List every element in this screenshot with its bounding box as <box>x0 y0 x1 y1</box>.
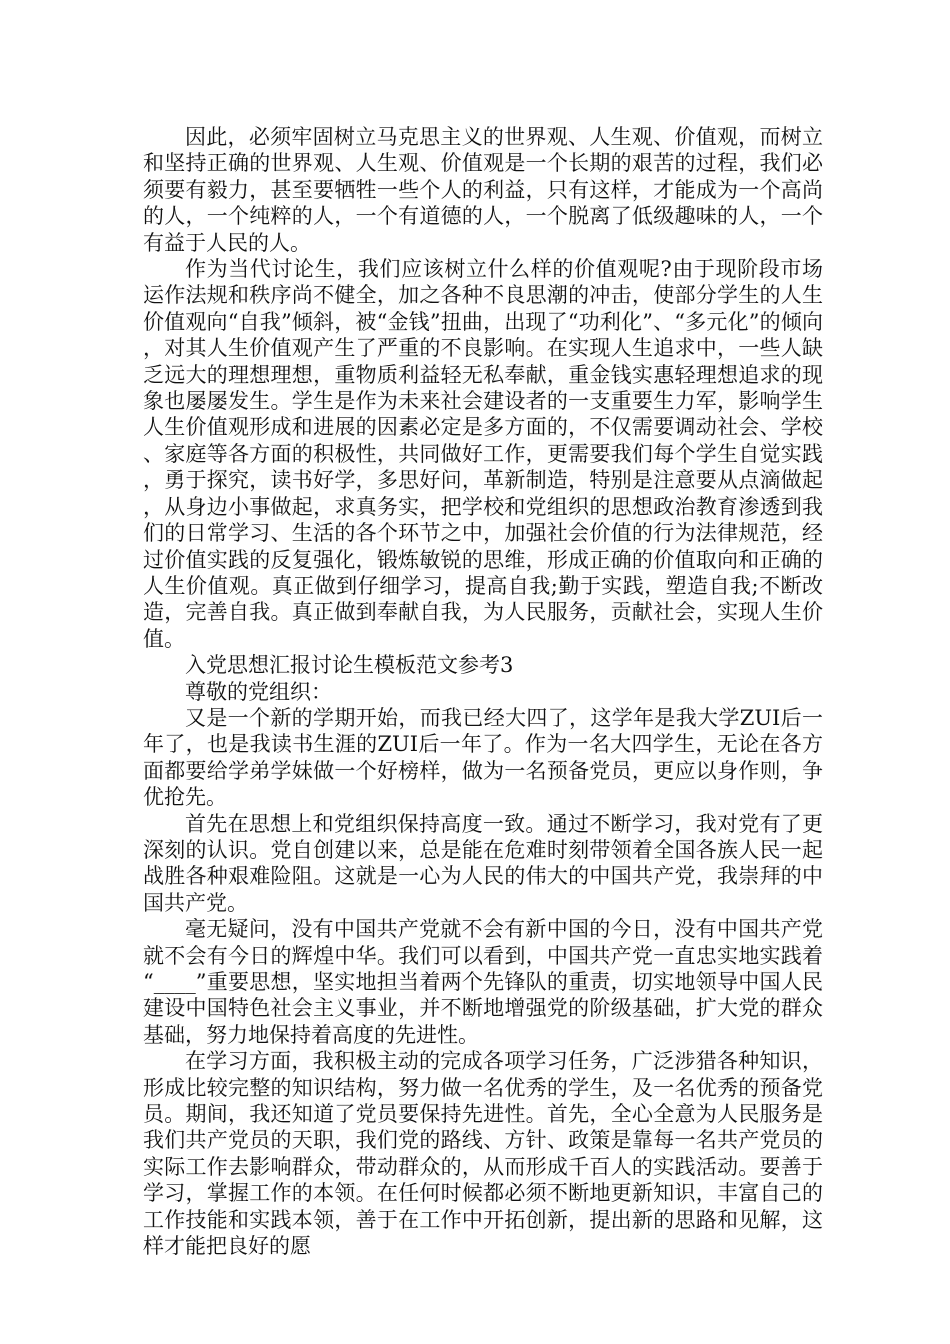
document-page <box>143 124 823 1259</box>
paragraph-new-semester: 又是一个新的学期开始，而我已经大四了，这学年是我大学ZUI后一年了，也是我读书生涯的ZUI后一年了。作为一名大四学生，无论在各方面都要给学弟学妹做一个好榜样，做为一名预备党员，更应以身作则，争优抢先。 <box>143 705 823 810</box>
section-title: 入党思想汇报讨论生模板范文参考3 <box>185 653 514 678</box>
salutation: 尊敬的党组织： <box>185 679 332 704</box>
paragraph-study: 在学习方面，我积极主动的完成各项学习任务，广泛涉猎各种知识，形成比较完整的知识结构，努力做一名优秀的学生，及一名优秀的预备党员。期间，我还知道了党员要保持先进性。首先，全心全意为人民服务是我们共产党员的天职，我们党的路线、方针、政策是靠每一名共产党员的实际工作去影响群众，带动群众的，从而形成千百人的实践活动。要善于学习，掌握工作的本领。在任何时候都必须不断地更新知识，丰富自己的工作技能和实践本领，善于在工作中开拓创新，提出新的思路和见解，这样才能把良好的愿 <box>143 1049 823 1259</box>
paragraph-values: 作为当代讨论生，我们应该树立什么样的价值观呢?由于现阶段市场运作法规和秩序尚不健全，加之各种不良思潮的冲击，使部分学生的人生价值观向“自我”倾斜，被“金钱”扭曲，出现了“功利化”、“多元化”的倾向，对其人生价值观产生了严重的不良影响。在实现人生追求中，一些人缺乏远大的理想理想，重物质利益轻无私奉献，重金钱实惠轻理想追求的现象也屡屡发生。学生是作为未来社会建设者的一支重要生力军，影响学生人生价值观形成和进展的因素必定是多方面的，不仅需要调动社会、学校、家庭等各方面的积极性，共同做好工作，更需要我们每个学生自觉实践，勇于探究，读书好学，多思好问，革新制造，特别是注意要从点滴做起，从身边小事做起，求真务实，把学校和党组织的思想政治教育渗透到我们的日常学习、生活的各个环节之中，加强社会价值的行为法律规范，经过价值实践的反复强化，锻炼敏锐的思维，形成正确的价值取向和正确的人生价值观。真正做到仔细学习，提高自我;勤于实践，塑造自我;不断改造，完善自我。真正做到奉献自我，为人民服务，贡献社会，实现人生价值。 <box>143 257 823 651</box>
paragraph-party-history: 毫无疑问，没有中国共产党就不会有新中国的今日，没有中国共产党就不会有今日的辉煌中华。我们可以看到，中国共产党一直忠实地实践着“____”重要思想，坚实地担当着两个先锋队的重责，切实地领导中国人民建设中国特色社会主义事业，并不断地增强党的阶级基础，扩大党的群众基础，努力地保持着高度的先进性。 <box>143 917 823 1047</box>
paragraph-worldview: 因此，必须牢固树立马克思主义的世界观、人生观、价值观，而树立和坚持正确的世界观、人生观、价值观是一个长期的艰苦的过程，我们必须要有毅力，甚至要牺牲一些个人的利益，只有这样，才能成为一个高尚的人，一个纯粹的人，一个有道德的人，一个脱离了低级趣味的人，一个有益于人民的人。 <box>143 125 823 255</box>
paragraph-ideology: 首先在思想上和党组织保持高度一致。通过不断学习，我对党有了更深刻的认识。党自创建以来，总是能在危难时刻带领着全国各族人民一起战胜各种艰难险阻。这就是一心为人民的伟大的中国共产党，我崇拜的中国共产党。 <box>143 811 823 915</box>
